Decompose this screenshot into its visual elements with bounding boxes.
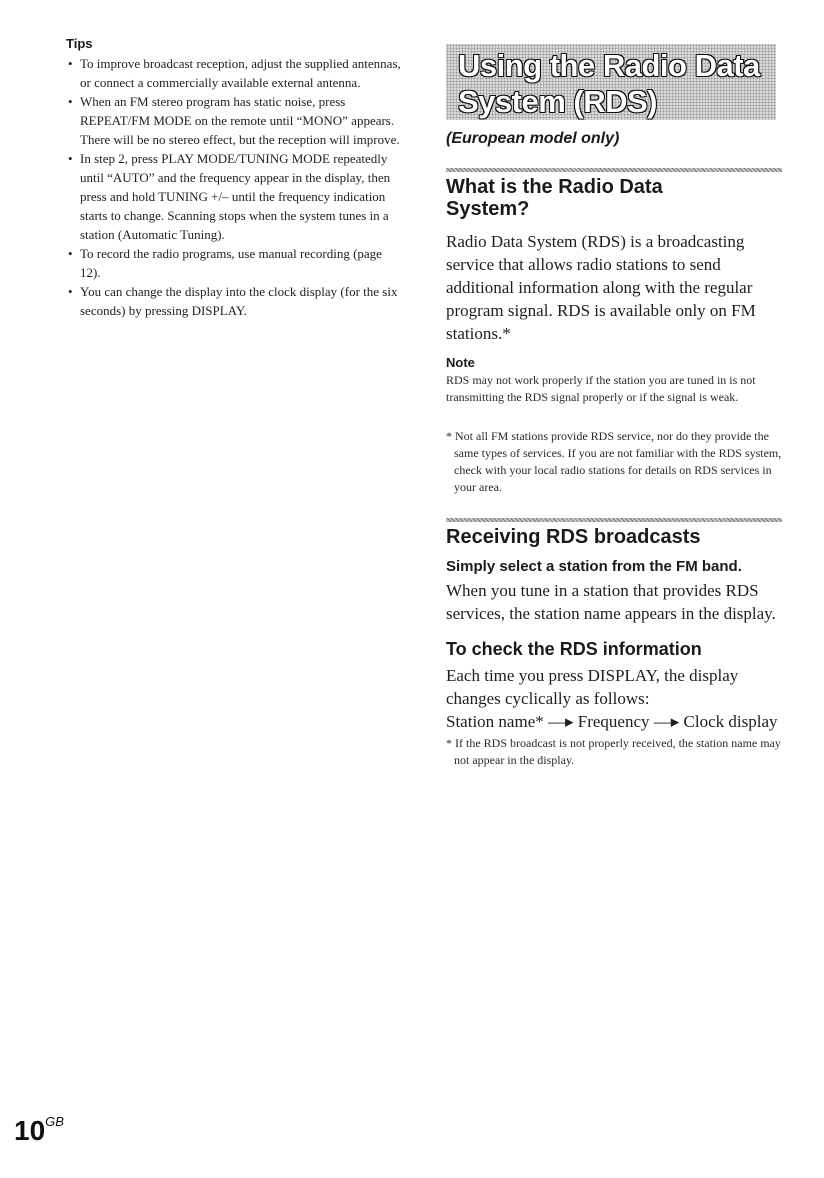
display-sequence: Station name* —▸ Frequency —▸ Clock display — [446, 712, 778, 731]
rds-footnote: * Not all FM stations provide RDS service, nor do they provide the same types of services. If you are not familiar with the RDS system, check with your local radio stations for details on RDS services in your area. — [446, 429, 782, 494]
section-heading-line1: What is the Radio Data — [446, 176, 663, 198]
tip-item: • To record the radio programs, use manual recording (page 12). — [66, 244, 402, 282]
chapter-subtitle: (European model only) — [446, 130, 620, 147]
tip-item: • You can change the display into the clock display (for the six seconds) by pressing DISPLAY. — [66, 282, 402, 320]
subheading-select-station: Simply select a station from the FM band. — [446, 558, 742, 575]
page-number-value: 10 — [14, 1115, 46, 1146]
page-number-suffix: GB — [45, 1114, 64, 1129]
tip-item: • To improve broadcast reception, adjust the supplied antennas, or connect a commercially available external antenna. — [66, 54, 402, 92]
section-heading-what-is-rds — [446, 176, 782, 220]
subheading-check-rds: To check the RDS information — [446, 639, 702, 659]
check-rds-text: Each time you press DISPLAY, the display changes cyclically as follows: — [446, 666, 739, 708]
section-heading-line2: System? — [446, 198, 530, 220]
section-divider — [446, 518, 782, 522]
tips-column — [66, 36, 402, 320]
select-station-text: When you tune in a station that provides RDS services, the station name appears in the display. — [446, 581, 776, 623]
chapter-title-line2: System (RDS) — [458, 84, 657, 119]
tip-item: • When an FM stereo program has static noise, press REPEAT/FM MODE on the remote until “MONO” appears. There will be no stereo effect, but the reception will improve. — [66, 92, 402, 149]
section-heading-receiving-rds: Receiving RDS broadcasts — [446, 526, 701, 548]
chapter-title-banner — [446, 44, 776, 120]
note-heading: Note — [446, 355, 475, 370]
chapter-title-line1: Using the Radio Data — [458, 48, 760, 83]
tips-heading: Tips — [66, 36, 93, 51]
rds-description: Radio Data System (RDS) is a broadcasting service that allows radio stations to send additional information along with the regular program signal. RDS is available only on FM stations.* — [446, 232, 756, 343]
tips-list — [66, 54, 402, 320]
tip-item: • In step 2, press PLAY MODE/TUNING MODE repeatedly until “AUTO” and the frequency appear in the display, then press and hold TUNING +/– until the frequency indication starts to change. Scanning stops when the system tunes in a station (Automatic Tuning). — [66, 149, 402, 244]
display-footnote: * If the RDS broadcast is not properly received, the station name may not appear in the display. — [446, 736, 781, 767]
note-text: RDS may not work properly if the station you are tuned in is not transmitting the RDS signal properly or if the signal is weak. — [446, 373, 756, 404]
chapter-title — [458, 48, 760, 120]
section-divider — [446, 168, 782, 172]
rds-column — [446, 44, 782, 769]
page-number — [14, 1114, 64, 1147]
